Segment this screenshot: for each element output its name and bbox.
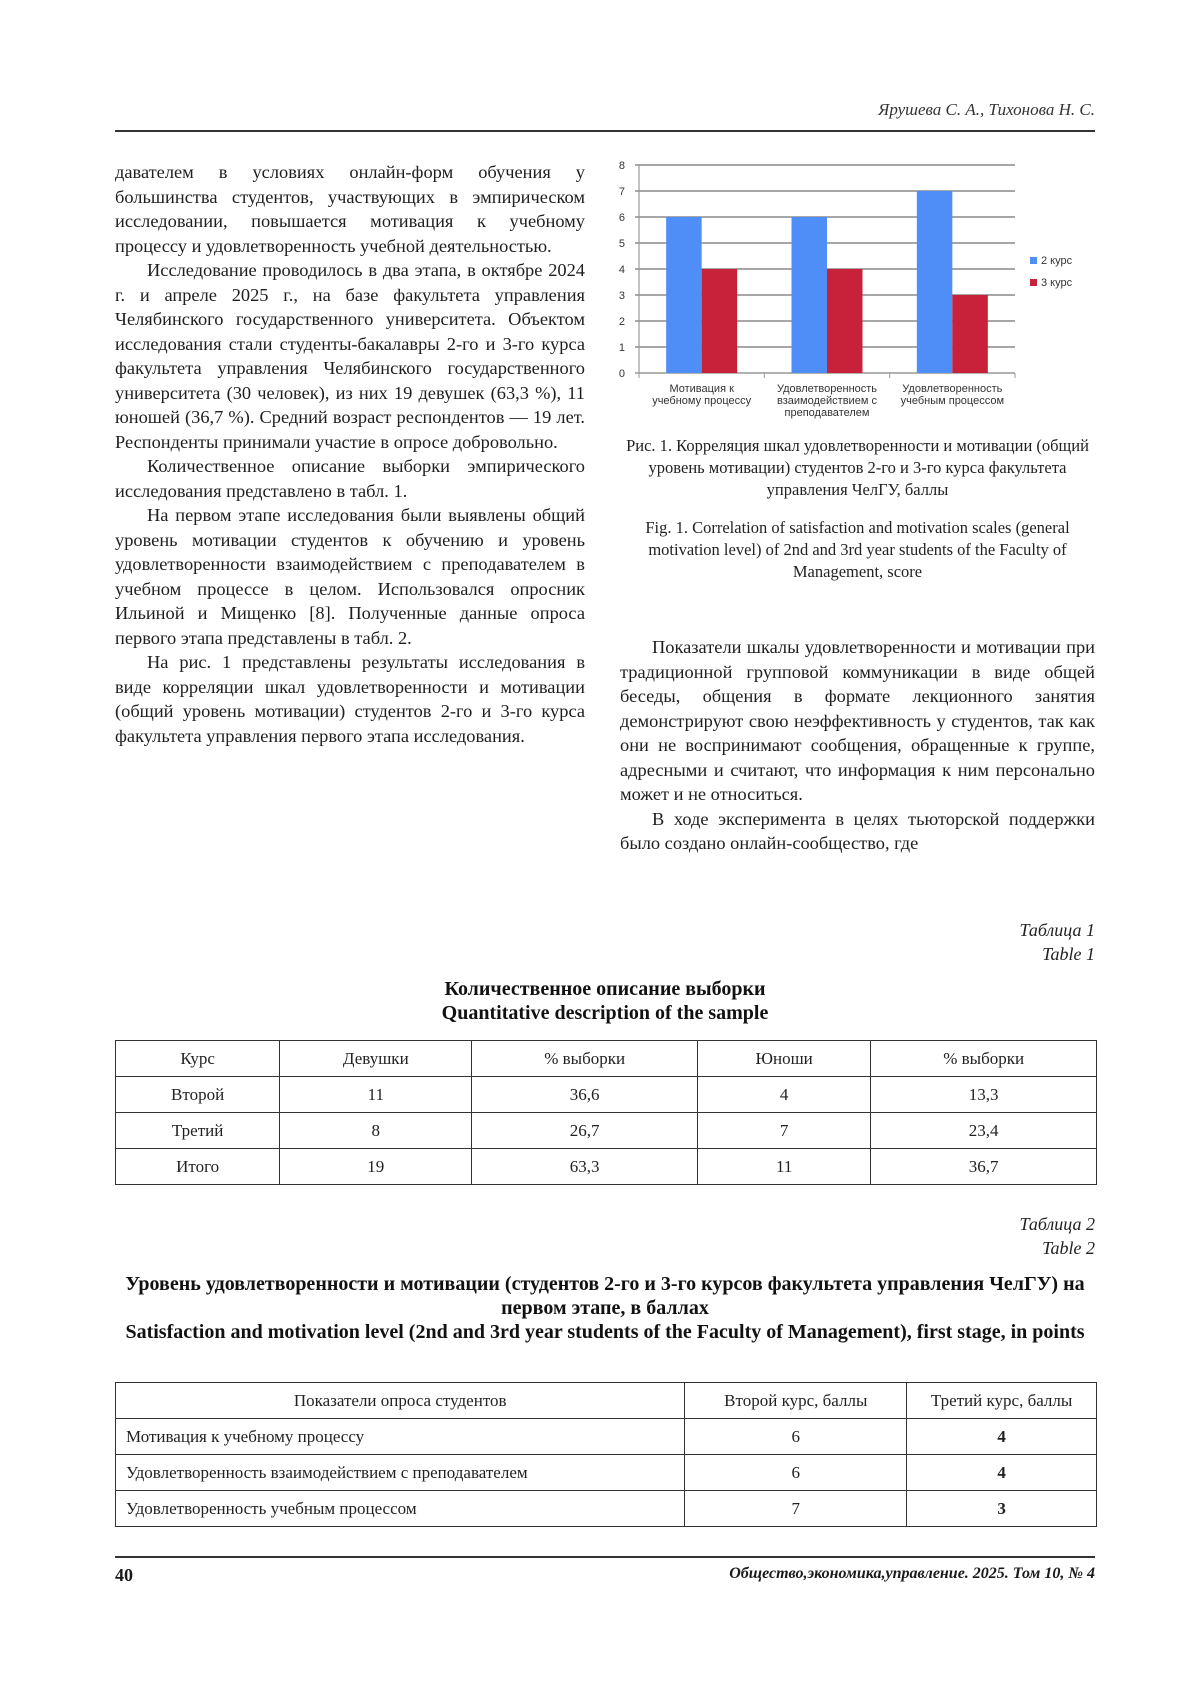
header-rule: [115, 130, 1095, 132]
table1-label: [1019, 918, 1095, 966]
table1-title-en: Quantitative description of the sample: [441, 1002, 769, 1024]
column-header: % выборки: [472, 1041, 698, 1077]
table-cell: Удовлетворенность взаимодействием с преподавателем: [116, 1455, 685, 1491]
column-header: Курс: [116, 1041, 280, 1077]
table-header-row: [116, 1041, 1097, 1077]
column-header: Юноши: [697, 1041, 870, 1077]
y-tick-label: 7: [618, 186, 625, 198]
table-cell: Удовлетворенность учебным процессом: [116, 1491, 685, 1527]
x-tick-label: учебному процессу: [652, 395, 752, 407]
figure-caption-ru: Рис. 1. Корреляция шкал удовлетворенности и мотивации (общий уровень мотивации) студентов 2-го и 3-го курса факультета управления ЧелГУ, баллы: [626, 436, 1089, 499]
table2-title: [125, 1272, 1085, 1344]
table2: [115, 1382, 1097, 1527]
table-cell: 4: [907, 1419, 1097, 1455]
table2-title-en: Satisfaction and motivation level (2nd and 3rd year students of the Faculty of Management), first stage, in points: [125, 1321, 1085, 1343]
table-cell: 7: [685, 1491, 907, 1527]
bar: [792, 217, 828, 373]
table-cell: 13,3: [871, 1077, 1097, 1113]
footer-rule: [115, 1556, 1095, 1558]
y-tick-label: 5: [618, 238, 625, 250]
bar-chart: [580, 150, 1100, 440]
bar: [827, 269, 863, 373]
x-tick-label: преподавателем: [784, 407, 870, 419]
table-cell: 11: [697, 1149, 870, 1185]
table1: [115, 1040, 1097, 1185]
bar: [666, 217, 702, 373]
table-cell: 4: [907, 1455, 1097, 1491]
legend-label: 3 курс: [1041, 277, 1073, 289]
paragraph: На рис. 1 представлены результаты исследования в виде корреляции шкал удовлетворенности и мотивации (общий уровень мотивации) студентов 2-го и 3-го курса факультета управления первого этапа исследования.: [115, 652, 585, 746]
running-head-authors: Ярушева С. А., Тихонова Н. С.: [878, 100, 1095, 119]
left-column-text: [115, 160, 585, 748]
paragraph: Исследование проводилось в два этапа, в октябре 2024 г. и апреле 2025 г., на базе факультета управления Челябинского государственного университета. Объектом исследования стали студенты-бакалавры 2-го и 3-го курса факультета управления Челябинского государственного университета (30 человек), из них 19 девушек (63,3 %), 11 юношей (36,7 %). Средний возраст респондентов — 19 лет. Респонденты принимали участие в опросе добровольно.: [115, 260, 585, 452]
table-row: [116, 1419, 1097, 1455]
legend-label: 2 курс: [1041, 255, 1073, 267]
table-cell: 6: [685, 1419, 907, 1455]
column-header: Девушки: [280, 1041, 472, 1077]
column-header: Второй курс, баллы: [685, 1383, 907, 1419]
journal-citation: Общество,экономика,управление. 2025. Том 10, № 4: [729, 1565, 1095, 1582]
table1-label-ru: Таблица 1: [1019, 920, 1095, 940]
table-cell: Итого: [116, 1149, 280, 1185]
table1-title-ru: Количественное описание выборки: [444, 978, 766, 1000]
table2-title-ru: Уровень удовлетворенности и мотивации (студентов 2-го и 3-го курсов факультета управления ЧелГУ) на первом этапе, в баллах: [125, 1273, 1085, 1319]
table-row: [116, 1113, 1097, 1149]
column-header: % выборки: [871, 1041, 1097, 1077]
table-cell: Мотивация к учебному процессу: [116, 1419, 685, 1455]
y-tick-label: 3: [618, 290, 625, 302]
table-cell: 23,4: [871, 1113, 1097, 1149]
x-tick-label: Удовлетворенность: [776, 383, 878, 395]
table2-label: [1019, 1212, 1095, 1260]
table-row: [116, 1149, 1097, 1185]
bar: [702, 269, 737, 373]
x-tick-label: учебным процессом: [900, 395, 1005, 407]
x-tick-label: Удовлетворенность: [902, 383, 1003, 395]
x-tick-label: Мотивация к: [669, 383, 734, 395]
table-cell: 36,6: [472, 1077, 698, 1113]
table2-label-ru: Таблица 2: [1019, 1214, 1095, 1234]
paragraph: давателем в условиях онлайн-форм обучения у большинства студентов, участвующих в эмпирическом исследовании, повышается мотивация к учебному процессу и удовлетворенность учебной деятельностью.: [115, 162, 585, 256]
table-cell: 6: [685, 1455, 907, 1491]
table-header-row: [116, 1383, 1097, 1419]
table-cell: 8: [280, 1113, 472, 1149]
paragraph: На первом этапе исследования были выявлены общий уровень мотивации студентов к обучению и уровень удовлетворенности взаимодействием с преподавателем в учебном процессе в целом. Использовался опросник Ильиной и Мищенко [8]. Полученные данные опроса первого этапа представлены в табл. 2.: [115, 505, 585, 648]
y-tick-label: 0: [618, 368, 625, 380]
y-tick-label: 6: [618, 212, 625, 224]
table-cell: 3: [907, 1491, 1097, 1527]
table-row: [116, 1455, 1097, 1491]
table-cell: 63,3: [472, 1149, 698, 1185]
table-cell: 19: [280, 1149, 472, 1185]
y-tick-label: 2: [618, 316, 625, 328]
y-tick-label: 4: [618, 264, 625, 276]
table-cell: Третий: [116, 1113, 280, 1149]
figure-caption-en: Fig. 1. Correlation of satisfaction and motivation scales (general motivation level) of 2nd and 3rd year students of the Faculty of Management, score: [645, 518, 1070, 581]
table1-label-en: Table 1: [1042, 944, 1095, 964]
table-cell: Второй: [116, 1077, 280, 1113]
y-tick-label: 8: [618, 160, 625, 172]
table-cell: 26,7: [472, 1113, 698, 1149]
table-row: [116, 1077, 1097, 1113]
table-cell: 4: [697, 1077, 870, 1113]
table-cell: 11: [280, 1077, 472, 1113]
table2-label-en: Table 2: [1042, 1238, 1095, 1258]
paragraph: В ходе эксперимента в целях тьюторской поддержки было создано онлайн-сообщество, где: [620, 808, 1095, 853]
x-tick-label: взаимодействием с: [777, 395, 877, 407]
page-number: 40: [115, 1565, 133, 1585]
table-cell: 36,7: [871, 1149, 1097, 1185]
table-cell: 7: [697, 1113, 870, 1149]
right-column-text: [620, 635, 1095, 856]
bar: [952, 295, 988, 373]
paragraph: Количественное описание выборки эмпирического исследования представлено в табл. 1.: [115, 456, 585, 501]
paragraph: Показатели шкалы удовлетворенности и мотивации при традиционной групповой коммуникации в виде общей беседы, общения в формате лекционного занятия демонстрируют свою неэффективность у студентов, так как они не воспринимают сообщения, обращенные к группе, адресными и считают, что информация к ним персонально может и не относиться.: [620, 637, 1095, 804]
legend-swatch: [1030, 279, 1037, 286]
column-header: Показатели опроса студентов: [116, 1383, 685, 1419]
y-tick-label: 1: [618, 342, 625, 354]
table-row: [116, 1491, 1097, 1527]
legend-swatch: [1030, 257, 1037, 264]
bar: [917, 191, 953, 373]
table1-title: [115, 977, 1095, 1025]
column-header: Третий курс, баллы: [907, 1383, 1097, 1419]
